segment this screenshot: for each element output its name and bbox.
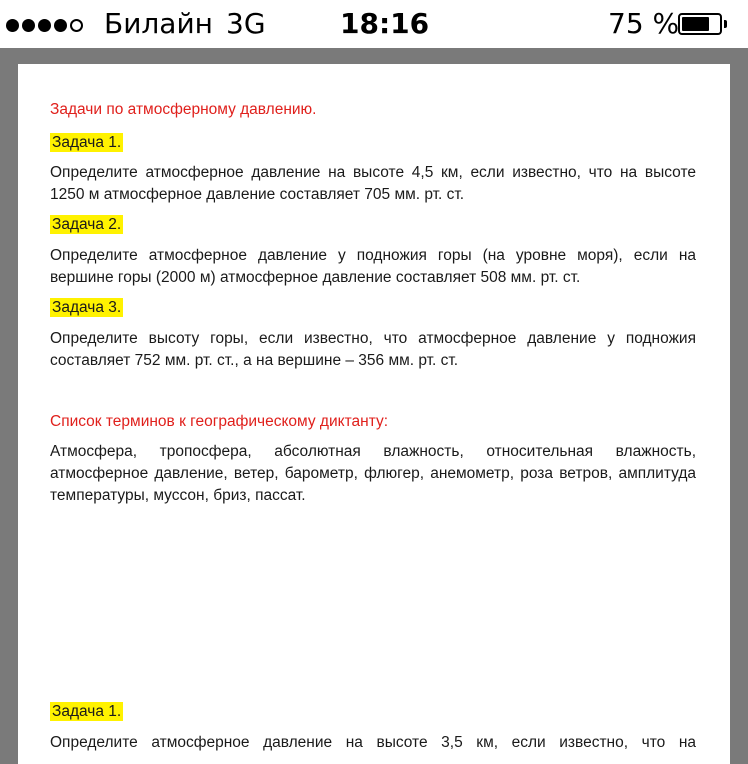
- task1b-label-wrap: [50, 701, 696, 723]
- signal-dot: [22, 19, 35, 32]
- battery-percentage: 75 %: [608, 7, 680, 40]
- section-title-terms: Список терминов к географическому диктанту:: [50, 413, 389, 430]
- signal-strength-icon: [6, 17, 86, 33]
- task3-label-wrap: [50, 297, 696, 319]
- battery-icon: [678, 13, 722, 35]
- carrier-name: Билайн: [104, 7, 213, 40]
- task1b-label: Задача 1.: [52, 703, 122, 720]
- task1-label-wrap: [50, 132, 696, 154]
- task3-label: Задача 3.: [52, 299, 122, 316]
- section-title-pressure-tasks: Задачи по атмосферному давлению.: [50, 101, 317, 118]
- battery-fill: [682, 17, 709, 31]
- signal-dot: [6, 19, 19, 32]
- task3-text: Определите высоту горы, если известно, что атмосферное давление у подножия составляет 752 мм. рт. ст., а на вершине – 356 мм. рт. ст.: [50, 330, 696, 369]
- task2-text: Определите атмосферное давление у подножия горы (на уровне моря), если на вершине горы (2000 м) атмосферное давление составляет 508 мм. рт. ст.: [50, 247, 696, 286]
- task1-text: Определите атмосферное давление на высоте 4,5 км, если известно, что на высоте 1250 м атмосферное давление составляет 705 мм. рт. ст.: [50, 164, 696, 203]
- signal-dot: [54, 19, 67, 32]
- task2-label-wrap: [50, 214, 696, 236]
- terms-list-text: Атмосфера, тропосфера, абсолютная влажность, относительная влажность, атмосферное давление, ветер, барометр, флюгер, анемометр, роза ветров, амплитуда температуры, муссон, бриз, пассат.: [50, 443, 696, 504]
- task1-label: Задача 1.: [52, 134, 122, 151]
- signal-dot: [38, 19, 51, 32]
- signal-dot: [70, 19, 83, 32]
- network-type: 3G: [226, 7, 266, 40]
- task1b-text: Определите атмосферное давление на высоте 3,5 км, если известно, что на: [50, 734, 696, 751]
- status-time: 18:16: [340, 7, 430, 40]
- status-bar: [0, 0, 748, 48]
- battery-cap: [724, 20, 727, 28]
- task2-label: Задача 2.: [52, 216, 122, 233]
- document-page[interactable]: [18, 64, 730, 764]
